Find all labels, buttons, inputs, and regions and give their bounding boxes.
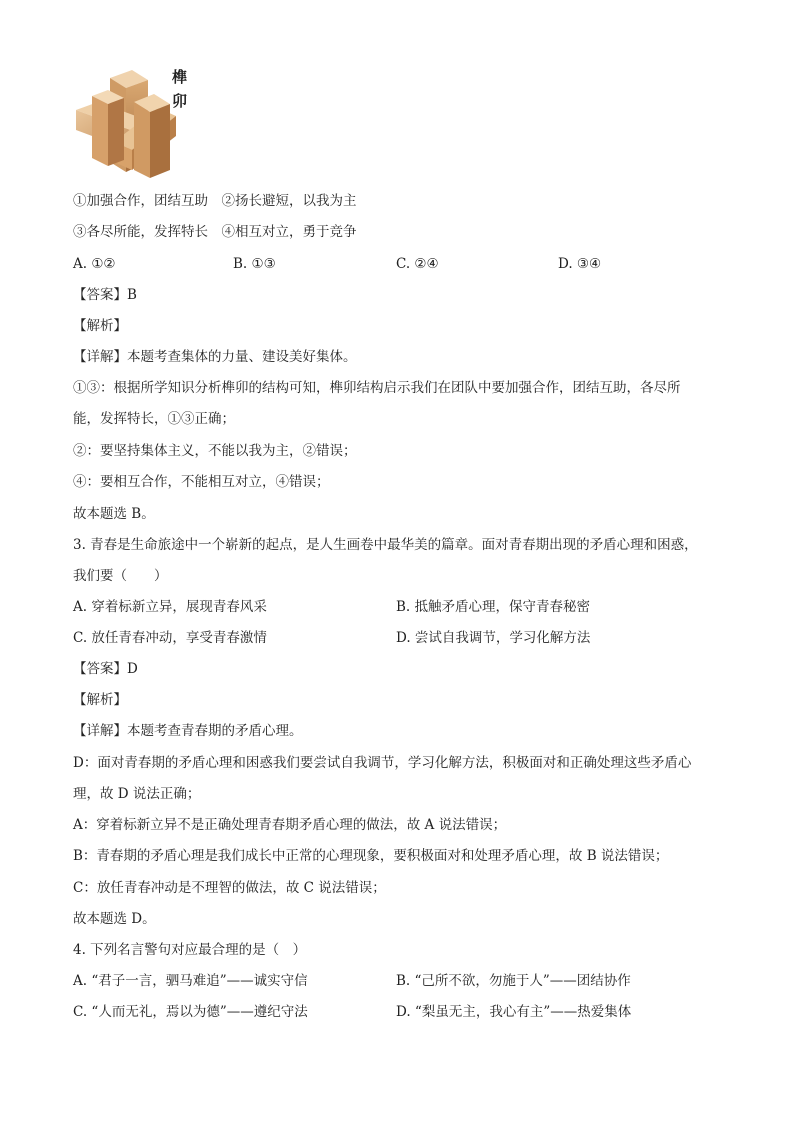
q2-detail: 【详解】本题考查集体的力量、建设美好集体。: [73, 349, 357, 365]
q3-stem-line-2: 我们要（ ）: [73, 568, 168, 584]
q4-choice-d: D. “梨虽无主，我心有主”——热爱集体: [396, 1004, 632, 1020]
q2-detail-line-4: ④：要相互合作，不能相互对立，④错误；: [73, 474, 330, 490]
q3-choice-b: B. 抵触矛盾心理，保守青春秘密: [396, 599, 591, 615]
q4-stem: 4. 下列名言警句对应最合理的是（ ）: [73, 942, 307, 958]
q3-detail-line-2: 理，故 D 说法正确；: [73, 786, 201, 802]
q3-detail-line-4: B：青春期的矛盾心理是我们成长中正常的心理现象，要积极面对和处理矛盾心理，故 B 说法错误；: [73, 848, 669, 864]
q2-detail-line-2: 能，发挥特长，①③正确；: [73, 411, 235, 427]
q2-options-line-2: ③各尽所能，发挥特长 ④相互对立，勇于竞争: [73, 224, 357, 240]
q3-answer: 【答案】D: [73, 661, 138, 677]
q3-choice-d: D. 尝试自我调节，学习化解方法: [396, 630, 591, 646]
q2-choice-d: D. ③④: [558, 256, 602, 272]
q3-detail-line-5: C：放任青春冲动是不理智的做法，故 C 说法错误；: [73, 880, 386, 896]
q4-choice-c: C. “人而无礼，焉以为德”——遵纪守法: [73, 1004, 308, 1020]
q2-detail-line-1: ①③：根据所学知识分析榫卯的结构可知，榫卯结构启示我们在团队中要加强合作，团结互助，各尽所: [73, 380, 681, 396]
q2-conclusion: 故本题选 B。: [73, 506, 155, 522]
wooden-puzzle-icon: [70, 66, 220, 186]
q3-detail: 【详解】本题考查青春期的矛盾心理。: [73, 723, 303, 739]
q2-options-line-1: ①加强合作，团结互助 ②扬长避短，以我为主: [73, 193, 357, 209]
q3-choice-c: C. 放任青春冲动，享受青春激情: [73, 630, 267, 646]
q2-detail-line-3: ②：要坚持集体主义，不能以我为主，②错误；: [73, 443, 357, 459]
q3-choice-a: A. 穿着标新立异，展现青春风采: [73, 599, 267, 615]
q3-analysis-heading: 【解析】: [73, 692, 127, 708]
q4-choice-b: B. “己所不欲，勿施于人”——团结协作: [396, 973, 631, 989]
q2-choice-b: B. ①③: [233, 256, 276, 272]
q3-conclusion: 故本题选 D。: [73, 911, 156, 927]
q2-choice-a: A. ①②: [73, 256, 116, 272]
q3-detail-line-3: A：穿着标新立异不是正确处理青春期矛盾心理的做法，故 A 说法错误；: [73, 817, 507, 833]
mortise-tenon-image: [70, 66, 220, 186]
figure-label-mao: 卯: [172, 92, 188, 110]
q2-answer: 【答案】B: [73, 287, 137, 303]
figure-label-sun: 榫: [172, 68, 188, 86]
q2-choice-c: C. ②④: [396, 256, 439, 272]
q2-analysis-heading: 【解析】: [73, 318, 127, 334]
q3-detail-line-1: D：面对青春期的矛盾心理和困惑我们要尝试自我调节，学习化解方法，积极面对和正确处理这些矛盾心: [73, 755, 692, 771]
q3-stem-line-1: 3. 青春是生命旅途中一个崭新的起点，是人生画卷中最华美的篇章。面对青春期出现的矛盾心理和困惑，: [73, 537, 698, 553]
q4-choice-a: A. “君子一言，驷马难追”——诚实守信: [73, 973, 308, 989]
